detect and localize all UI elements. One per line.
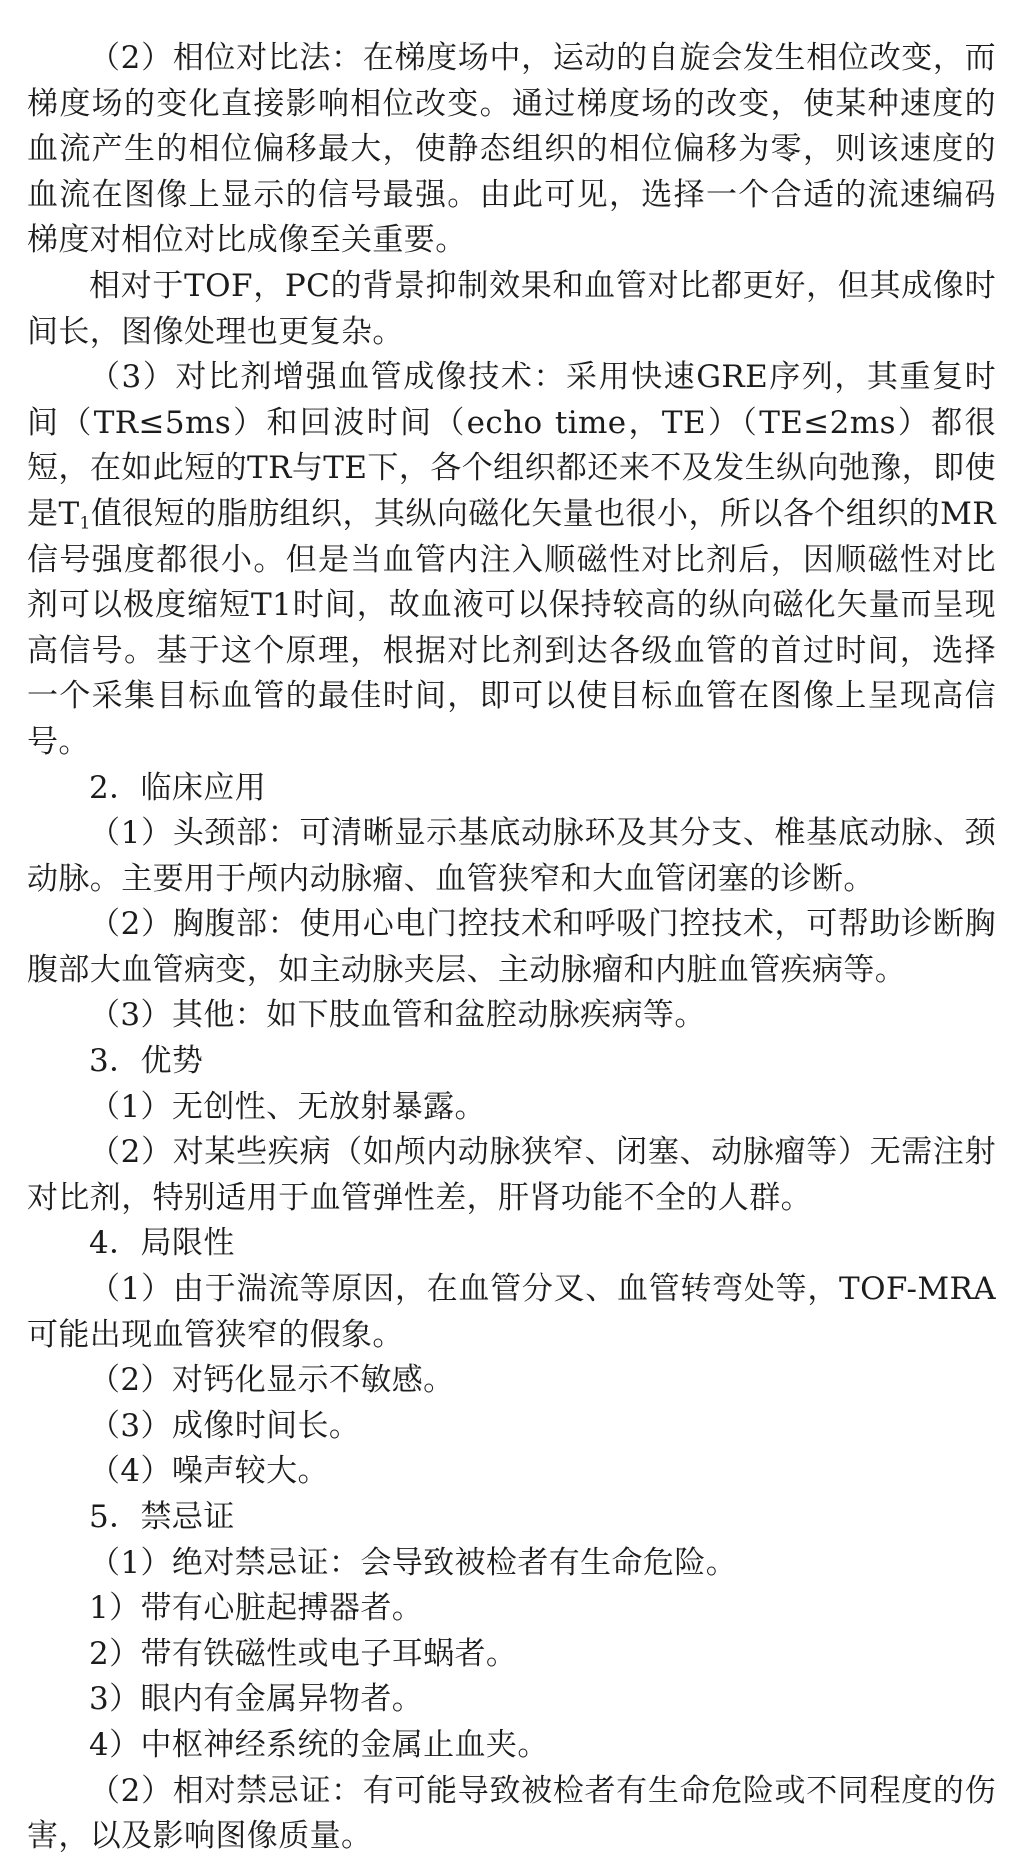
clinical-item-other: （3）其他：如下肢血管和盆腔动脉疾病等。	[89, 997, 706, 1034]
clinical-item-head-neck: （1）头颈部：可清晰显示基底动脉环及其分支、椎基底动脉、颈动脉。主要用于颅内动脉瘤、血管狭窄和大血管闭塞的诊断。	[27, 815, 996, 897]
contraindications-heading: 5．禁忌证	[89, 1499, 235, 1535]
relative-contraindication: （2）相对禁忌证：有可能导致被检者有生命危险或不同程度的伤害，以及影响图像质量。	[27, 1772, 996, 1855]
clinical-item-chest-abdomen: （2）胸腹部：使用心电门控技术和呼吸门控技术，可帮助诊断胸腹部大血管病变，如主动脉夹层、主动脉瘤和内脏血管疾病等。	[27, 906, 996, 988]
absolute-item-2: 2）带有铁磁性或电子耳蜗者。	[89, 1635, 518, 1672]
pc-vs-tof-paragraph: 相对于TOF，PC的背景抑制效果和血管对比都更好，但其成像时间长，图像处理也更复杂。	[27, 267, 996, 350]
absolute-contraindication: （1）绝对禁忌证：会导致被检者有生命危险。	[89, 1544, 738, 1581]
limitation-item-2: （2）对钙化显示不敏感。	[89, 1362, 455, 1399]
advantages-heading: 3．优势	[89, 1043, 204, 1080]
limitation-item-3: （3）成像时间长。	[89, 1407, 361, 1444]
absolute-item-1: 1）带有心脏起搏器者。	[89, 1590, 424, 1627]
phase-contrast-paragraph: （2）相位对比法：在梯度场中，运动的自旋会发生相位改变，而梯度场的变化直接影响相位改变。通过梯度场的改变，使某种速度的血流产生的相位偏移最大，使静态组织的相位偏移为零，则该速度的血流在图像上显示的信号最强。由此可见，选择一个合适的流速编码梯度对相位对比成像至关重要。	[27, 40, 996, 259]
limitation-item-4: （4）噪声较大。	[89, 1453, 329, 1490]
absolute-item-4: 4）中枢神经系统的金属止血夹。	[89, 1726, 549, 1763]
ce-mra-subscript: 1	[79, 513, 91, 534]
clinical-application-heading: 2．临床应用	[89, 769, 267, 806]
contrast-enhanced-mra-paragraph	[27, 355, 996, 765]
ce-mra-text-a: （3）对比剂增强血管成像技术：采用快速GRE序列，其重复时间（TR≤5ms）和回波时间（echo time，TE）（TE≤2ms）都很短，在如此短的TR与TE下，各个组织都还来不及发生纵向弛豫，即使是T	[27, 359, 996, 532]
absolute-item-3: 3）眼内有金属异物者。	[89, 1681, 424, 1718]
limitation-item-1: （1）由于湍流等原因，在血管分叉、血管转弯处等，TOF-MRA可能出现血管狭窄的假象。	[27, 1271, 996, 1353]
ce-mra-text-b: 值很短的脂肪组织，其纵向磁化矢量也很小，所以各个组织的MR信号强度都很小。但是当血管内注入顺磁性对比剂后，因顺磁性对比剂可以极度缩短T1时间，故血液可以保持较高的纵向磁化矢量而呈现高信号。基于这个原理，根据对比剂到达各级血管的首过时间，选择一个采集目标血管的最佳时间，即可以使目标血管在图像上呈现高信号。	[27, 495, 996, 760]
advantage-item-2: （2）对某些疾病（如颅内动脉狭窄、闭塞、动脉瘤等）无需注射对比剂，特别适用于血管弹性差，肝肾功能不全的人群。	[27, 1134, 996, 1216]
limitations-heading: 4．局限性	[89, 1225, 235, 1262]
advantage-item-1: （1）无创性、无放射暴露。	[89, 1088, 486, 1125]
